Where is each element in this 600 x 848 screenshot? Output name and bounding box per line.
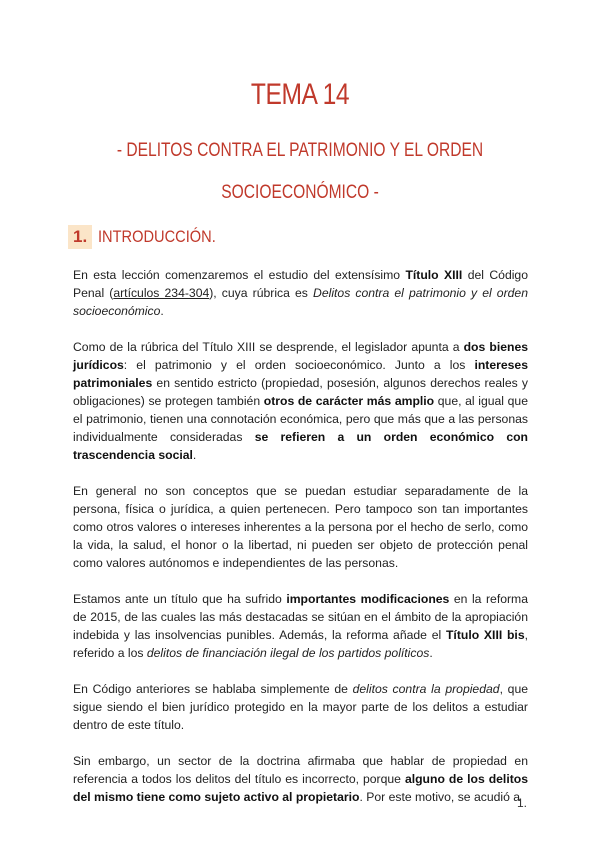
text-run: en sentido estricto (propiedad, posesión, algunos derechos reales y obligaciones) se protegen también — [73, 376, 528, 408]
paragraph-6 — [73, 752, 528, 806]
text-run: . — [160, 304, 164, 318]
text-run: Como de la rúbrica del Título XIII se desprende, el legislador apunta a — [73, 340, 464, 354]
section-heading — [68, 225, 235, 249]
paragraph-3: En general no son conceptos que se puedan estudiar separadamente de la persona, física o jurídica, a quien pertenecen. Pero tampoco son tan importantes como otros valores o intereses inherentes a la persona por el hecho de serlo, como la vida, la salud, el honor o la libertad, ni pueden ser objeto de protección penal como valores autónomos e independientes de las personas. — [73, 484, 528, 570]
text-run: En Código anteriores se hablaba simplemente de — [73, 682, 353, 696]
text-run: . — [429, 646, 433, 660]
bold-run: Título XIII — [405, 268, 463, 282]
articles-link[interactable]: artículos 234-304 — [113, 286, 210, 300]
subtitle-line-2: SOCIOECONÓMICO - — [221, 182, 379, 203]
text-run: , referido a los — [73, 628, 528, 660]
paragraph-1 — [73, 266, 528, 320]
text-run: ), cuya rúbrica es — [209, 286, 314, 300]
text-run: . — [192, 448, 197, 462]
text-run: del Código Penal ( — [73, 268, 528, 300]
section-number: 1. — [68, 225, 92, 249]
text-run: En esta lección comenzaremos el estudio del extensísimo — [73, 268, 406, 282]
text-run: Sin embargo, un sector de la doctrina afirmaba que hablar de propiedad en referencia a todos los delitos del título es incorrecto, porque — [73, 754, 528, 786]
text-run: que, al igual que el patrimonio, tienen una connotación económica, pero que más que a las personas individualmente consideradas — [73, 394, 528, 444]
bold-run: otros de carácter más amplio — [263, 394, 435, 408]
italic-run: delitos de financiación ilegal de los partidos políticos — [146, 646, 430, 660]
paragraph-4 — [73, 590, 528, 662]
paragraph-5 — [73, 680, 528, 734]
document-subtitle — [0, 130, 600, 214]
body-text — [73, 266, 528, 824]
page-number: 1. — [516, 796, 527, 810]
italic-run: delitos contra la propiedad — [352, 682, 500, 696]
bold-run: se refieren a un orden económico con trascendencia social — [73, 430, 528, 462]
bold-run: intereses patrimoniales — [73, 358, 528, 390]
subtitle-line-1: - DELITOS CONTRA EL PATRIMONIO Y EL ORDEN — [116, 140, 484, 161]
text-run: en la reforma de 2015, de las cuales las más destacadas se sitúan en el ámbito de la apropiación indebida y las insolvencias punibles. Además, la reforma añade el — [73, 592, 528, 642]
bold-run: importantes modificaciones — [286, 592, 450, 606]
bold-run: Título XIII bis — [445, 628, 525, 642]
document-title: TEMA 14 — [250, 78, 350, 111]
italic-run: Delitos contra el patrimonio y el orden socioeconómico — [73, 286, 528, 318]
bold-run: dos bienes jurídicos — [73, 340, 528, 372]
text-run: : el patrimonio y el orden socioeconómico. Junto a los — [123, 358, 475, 372]
text-run: . Por este motivo, se acudió a — [359, 790, 521, 804]
bold-run: alguno de los delitos del mismo tiene como sujeto activo al propietario — [73, 772, 528, 804]
text-run: , que sigue siendo el bien jurídico protegido en la mayor parte de los delitos a estudiar dentro de este título. — [73, 682, 528, 732]
paragraph-2 — [73, 338, 528, 464]
section-label: INTRODUCCIÓN. — [98, 227, 216, 246]
text-run: Estamos ante un título que ha sufrido — [73, 592, 287, 606]
